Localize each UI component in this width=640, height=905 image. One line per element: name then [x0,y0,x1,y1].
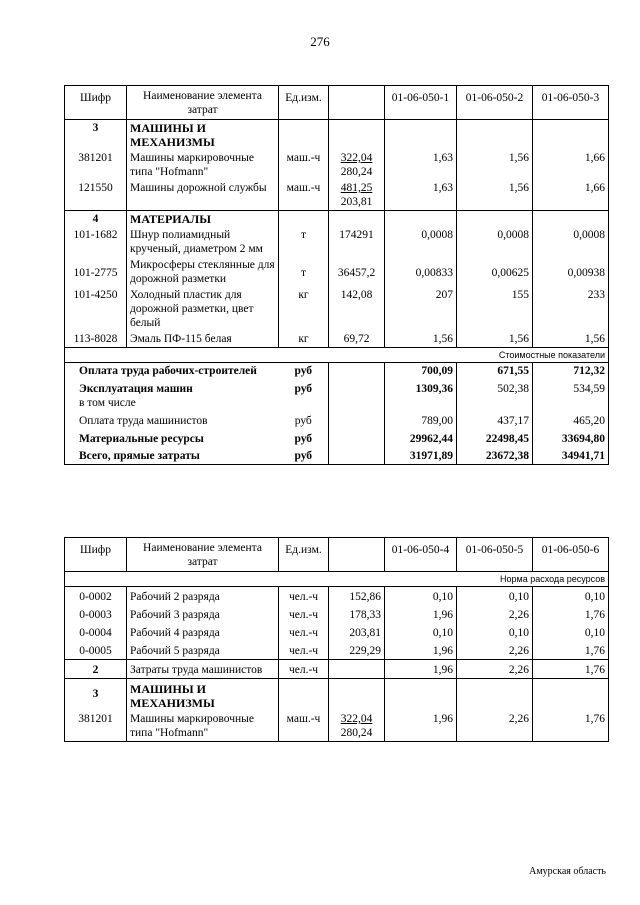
cost-name: Материальные ресурсы [65,429,279,447]
row-value-2: 155 [457,287,533,331]
cost-value-1: 1309,36 [385,379,457,411]
row-code: 101-4250 [65,287,127,331]
row-name: Рабочий 2 разряда [127,587,279,606]
row-value-3: 1,76 [533,660,609,679]
header-price [329,538,385,572]
table-row [65,257,609,287]
header-col-2: 01-06-050-2 [457,86,533,120]
row-value-2: 1,56 [457,180,533,211]
row-code: 0-0003 [65,605,127,623]
row-unit: чел.-ч [279,605,329,623]
row-price: 69,72 [329,331,385,348]
table-row [65,150,609,180]
table-row [65,287,609,331]
row-value-2: 0,0008 [457,227,533,257]
cost-name: Оплата труда машинистов [65,411,279,429]
header-unit: Ед.изм. [279,538,329,572]
row-value-1: 1,96 [385,660,457,679]
row-value-3: 0,00938 [533,257,609,287]
footer-region: Амурская область [529,866,606,877]
row-code: 0-0002 [65,587,127,606]
row-name: Микросферы стеклянные для дорожной разметки [127,257,279,287]
price-bottom: 280,24 [340,727,373,739]
row-unit: кг [279,287,329,331]
price-top: 322,04 [340,713,373,725]
section-row-operators [65,660,609,679]
row-price: 142,08 [329,287,385,331]
cost-value-3: 534,59 [533,379,609,411]
cost-name [65,379,279,411]
row-value-2: 0,00625 [457,257,533,287]
header-price [329,86,385,120]
row-name: Машины дорожной службы [127,180,279,211]
price-top: 322,04 [340,152,373,164]
row-value-3: 0,0008 [533,227,609,257]
cost-row-operators [65,411,609,429]
cost-value-3: 712,32 [533,363,609,380]
row-price: 152,86 [329,587,385,606]
row-value-1: 1,56 [385,331,457,348]
row-value-3: 1,76 [533,605,609,623]
row-name: Рабочий 4 разряда [127,623,279,641]
table-row [65,623,609,641]
row-price: 178,33 [329,605,385,623]
row-unit: кг [279,331,329,348]
cost-unit: руб [279,429,329,447]
row-code: 381201 [65,711,127,742]
table-row [65,227,609,257]
row-name: Машины маркировочные типа "Hofmann" [127,150,279,180]
section-code: 3 [65,120,127,151]
header-code: Шифр [65,538,127,572]
row-value-3: 1,56 [533,331,609,348]
row-price [329,150,385,180]
cost-row-labor [65,363,609,380]
header-code: Шифр [65,86,127,120]
header-name: Наименование элемента затрат [127,538,279,572]
cost-value-2: 502,38 [457,379,533,411]
header-name: Наименование элемента затрат [127,86,279,120]
cost-unit: руб [279,379,329,411]
section-row-machines [65,679,609,712]
row-code: 0-0004 [65,623,127,641]
cost-unit: руб [279,447,329,465]
row-value-2: 1,56 [457,150,533,180]
norm-banner [65,572,609,587]
row-value-1: 1,96 [385,711,457,742]
price-bottom: 203,81 [340,196,373,208]
cost-row-materials [65,429,609,447]
section-code: 4 [65,211,127,228]
row-value-2: 0,10 [457,623,533,641]
row-name: Рабочий 3 разряда [127,605,279,623]
resource-table-2 [64,537,609,742]
row-code: 381201 [65,150,127,180]
cost-unit: руб [279,411,329,429]
cost-value-2: 22498,45 [457,429,533,447]
row-value-2: 2,26 [457,711,533,742]
row-unit: т [279,257,329,287]
section-title: МАТЕРИАЛЫ [127,211,279,228]
cost-value-1: 31971,89 [385,447,457,465]
row-unit: маш.-ч [279,711,329,742]
row-code: 0-0005 [65,641,127,660]
section-code: 3 [65,679,127,712]
row-unit: чел.-ч [279,660,329,679]
row-value-3: 1,76 [533,641,609,660]
row-unit: т [279,227,329,257]
row-value-1: 207 [385,287,457,331]
cost-subtitle: в том числе [79,397,136,409]
cost-value-2: 437,17 [457,411,533,429]
table-row [65,587,609,606]
section-row-machines [65,120,609,151]
row-unit: маш.-ч [279,180,329,211]
cost-value-1: 29962,44 [385,429,457,447]
row-value-1: 1,96 [385,641,457,660]
row-value-3: 1,76 [533,711,609,742]
row-value-1: 1,63 [385,150,457,180]
row-value-1: 0,00833 [385,257,457,287]
row-price: 203,81 [329,623,385,641]
row-value-2: 1,56 [457,331,533,348]
row-price [329,711,385,742]
header-col-1: 01-06-050-1 [385,86,457,120]
row-name: Затраты труда машинистов [127,660,279,679]
cost-name-text: Эксплуатация машин [79,383,193,395]
price-top: 481,25 [340,182,373,194]
row-value-3: 1,66 [533,150,609,180]
row-unit: чел.-ч [279,623,329,641]
table-header-row [65,86,609,120]
row-value-1: 0,10 [385,623,457,641]
row-value-2: 0,10 [457,587,533,606]
row-value-1: 1,96 [385,605,457,623]
row-value-2: 2,26 [457,641,533,660]
section-row-materials [65,211,609,228]
table-row [65,711,609,742]
row-value-3: 0,10 [533,623,609,641]
header-col-3: 01-06-050-3 [533,86,609,120]
banner-label: Стоимостные показатели [65,348,609,363]
row-value-3: 233 [533,287,609,331]
row-price: 229,29 [329,641,385,660]
row-price: 36457,2 [329,257,385,287]
cost-unit: руб [279,363,329,380]
row-name: Рабочий 5 разряда [127,641,279,660]
row-name: Эмаль ПФ-115 белая [127,331,279,348]
row-price [329,180,385,211]
header-col-3: 01-06-050-6 [533,538,609,572]
cost-value-2: 671,55 [457,363,533,380]
section-title: МАШИНЫ И МЕХАНИЗМЫ [127,679,279,712]
row-value-2: 2,26 [457,660,533,679]
cost-name: Оплата труда рабочих-строителей [65,363,279,380]
table-row [65,605,609,623]
cost-value-3: 33694,80 [533,429,609,447]
row-value-1: 1,63 [385,180,457,211]
row-code: 101-2775 [65,257,127,287]
cost-indicators-banner [65,348,609,363]
cost-row-total [65,447,609,465]
resource-table-1 [64,85,609,465]
banner-label: Норма расхода ресурсов [65,572,609,587]
row-code: 113-8028 [65,331,127,348]
table-row [65,641,609,660]
header-col-1: 01-06-050-4 [385,538,457,572]
row-value-1: 0,10 [385,587,457,606]
cost-row-machines [65,379,609,411]
row-unit: чел.-ч [279,587,329,606]
cost-name: Всего, прямые затраты [65,447,279,465]
table-row [65,180,609,211]
cost-value-1: 789,00 [385,411,457,429]
row-name: Шнур полиамидный крученый, диаметром 2 мм [127,227,279,257]
table-row [65,331,609,348]
row-price: 174291 [329,227,385,257]
table-header-row [65,538,609,572]
row-value-3: 0,10 [533,587,609,606]
page-number: 276 [310,34,330,49]
header-col-2: 01-06-050-5 [457,538,533,572]
row-value-3: 1,66 [533,180,609,211]
row-value-2: 2,26 [457,605,533,623]
cost-value-3: 465,20 [533,411,609,429]
section-code: 2 [65,660,127,679]
row-code: 101-1682 [65,227,127,257]
price-bottom: 280,24 [340,166,373,178]
row-name: Машины маркировочные типа "Hofmann" [127,711,279,742]
row-value-1: 0,0008 [385,227,457,257]
cost-value-1: 700,09 [385,363,457,380]
row-code: 121550 [65,180,127,211]
row-name: Холодный пластик для дорожной разметки, цвет белый [127,287,279,331]
cost-value-2: 23672,38 [457,447,533,465]
header-unit: Ед.изм. [279,86,329,120]
section-title: МАШИНЫ И МЕХАНИЗМЫ [127,120,279,151]
row-unit: маш.-ч [279,150,329,180]
row-unit: чел.-ч [279,641,329,660]
cost-value-3: 34941,71 [533,447,609,465]
